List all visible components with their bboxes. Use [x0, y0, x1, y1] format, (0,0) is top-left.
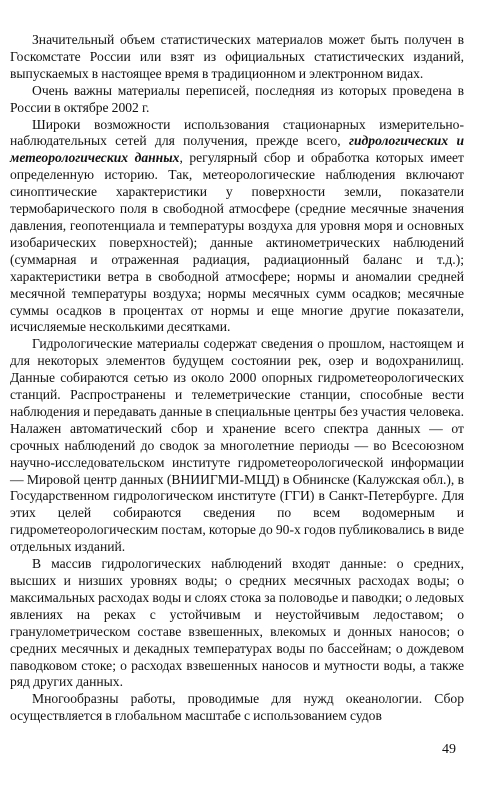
page-number: 49 [442, 742, 456, 757]
networks-text-start: Широки возможности использования стационарных измерительно-наблюдательных сетей для получения, прежде всего, [10, 116, 464, 149]
paragraph-hydrological-array: В массив гидрологических наблюдений входят данные: о средних, высших и низших уровнях воды; о средних месячных расходах воды; о максимальных расходах воды и слоях стока за половодье и паводки; о ледовых явлениях на реках с устойчивым и неустойчивым ледоставом; о гранулометрическом составе взвешенных, влекомых и донных наносов; о средних месячных и декадных температурах воды по бассейнам; о дождевом паводковом стоке; о расходах взвешенных наносов и мутности воды, а также ряд других данных. [10, 556, 464, 690]
paragraph-census: Очень важны материалы переписей, последняя из которых проведена в России в октябре 2002 г. [10, 82, 464, 115]
networks-text-end: , регулярный сбор и обработка которых имеет определенную историю. Так, метеорологические наблюдения включают синоптические характеристики у поверхности земли, показатели термобарического поля в свободной атмосфере (средние месячные значения давления, геопотенциала и температуры воздуха для уровня моря и основных изобарических поверхностей); данные актинометрических наблюдений (суммарная и отраженная радиация, радиационный баланс и т.д.); характеристики ветра в свободной атмосфере; нормы и аномалии средней месячной температуры воздуха; нормы месячных сумм осадков; месячные суммы осадков в процентах от нормы и еще многие другие показатели, исчисляемые несколькими десятками. [10, 150, 464, 335]
paragraph-oceanology: Многообразны работы, проводимые для нужд океанологии. Сбор осуществляется в глобальном масштабе с использованием судов [10, 691, 464, 724]
paragraph-statistics: Значительный объем статистических материалов может быть получен в Госкомстате России или взят из официальных статистических изданий, выпускаемых в настоящее время в традиционном и электронном видах. [10, 32, 464, 81]
page-body [10, 32, 464, 725]
paragraph-networks [10, 117, 464, 337]
paragraph-hydrological-materials: Гидрологические материалы содержат сведения о прошлом, настоящем и для некоторых элементов будущем состоянии рек, озер и водохранилищ. Данные собираются сетью из около 2000 опорных гидрометеорологических станций. Распространены и телеметрические станции, способные вести наблюдения и передавать данные в специальные центры без участия человека. Налажен автоматический сбор и хранение всего спектра данных — от срочных наблюдений до сводок за многолетние периоды — во Всесоюзном научно-исследовательском институте гидрометеорологической информации — Мировой центр данных (ВНИИГМИ-МЦД) в Обнинске (Калужская обл.), в Государственном гидрологическом институте (ГГИ) в Санкт-Петербурге. Для этих целей собираются сведения по всем водомерным и гидрометеорологическим постам, которые до 90-х годов публиковались в виде отдельных изданий. [10, 336, 464, 555]
networks-emphasis: гидрологических и метеорологических данных [10, 133, 464, 166]
